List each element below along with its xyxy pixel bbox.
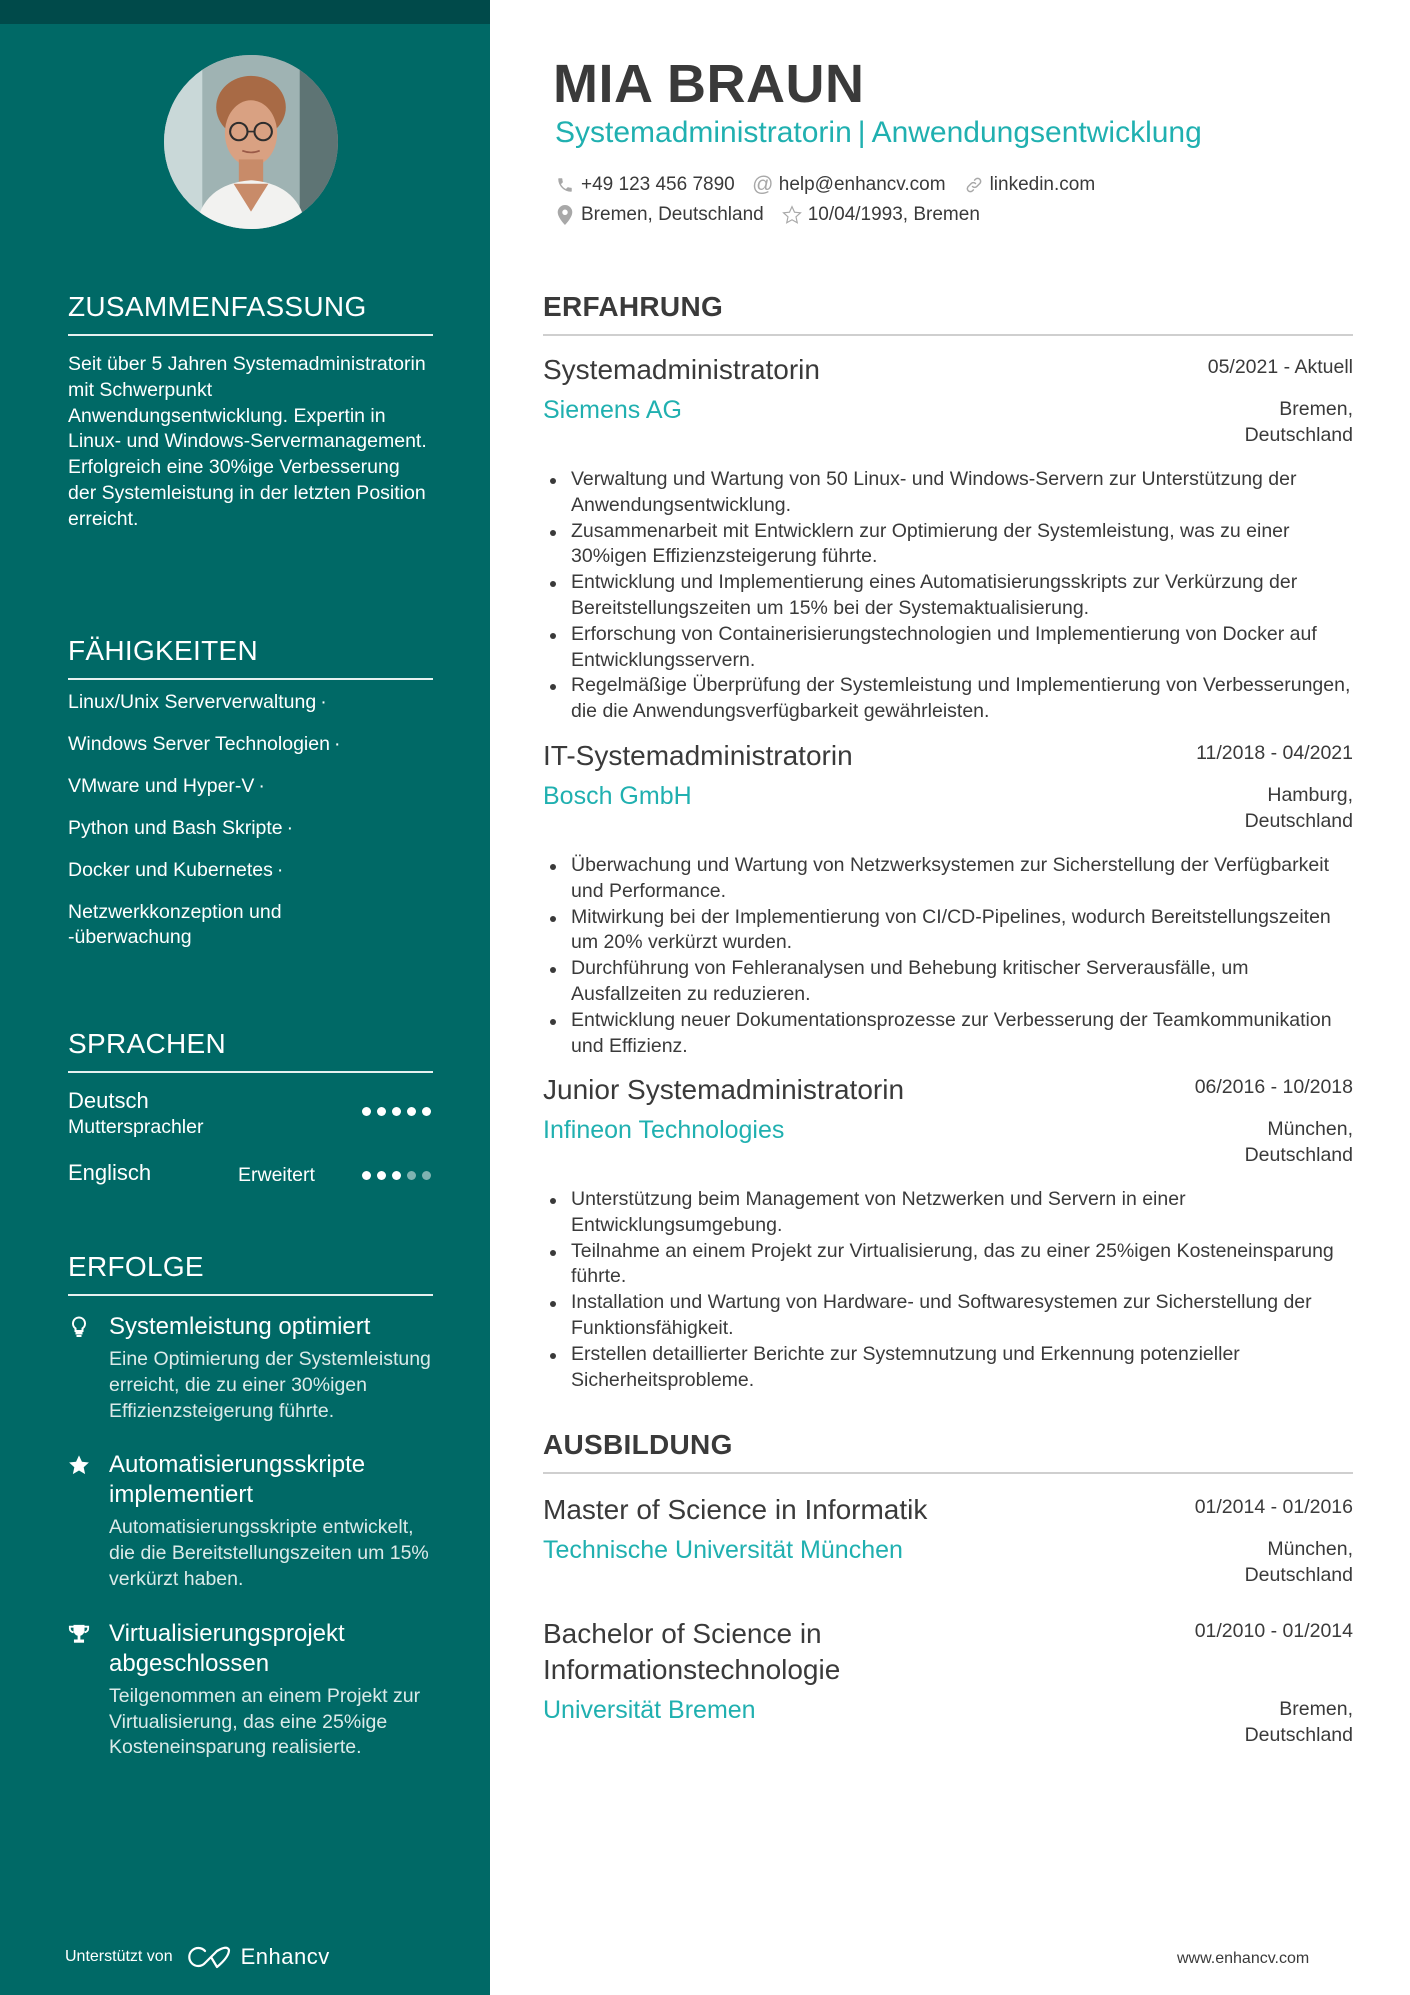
- degree-title: Master of Science in Informatik: [543, 1494, 928, 1525]
- job-bullet: Mitwirkung bei der Implementierung von CI/CD-Pipelines, wodurch Bereitstellungszeiten um 20% verkürzt wurden.: [543, 905, 1353, 957]
- contact-row: [555, 170, 1113, 200]
- language-name: Deutsch: [68, 1088, 149, 1113]
- skill-separator: ·: [258, 775, 265, 797]
- summary-heading: ZUSAMMENFASSUNG: [68, 290, 433, 336]
- job-location: München, Deutschland: [1244, 1118, 1353, 1166]
- skill-label: Netzwerkkonzeption und -überwachung: [68, 901, 282, 948]
- job-location: Bremen, Deutschland: [1244, 398, 1353, 446]
- achievement-title: Virtualisierungsprojekt abgeschlossen: [109, 1619, 345, 1677]
- map-pin-icon: [555, 205, 575, 225]
- job-bullet: Unterstützung beim Management von Netzwerken und Servern in einer Entwicklungsumgebung.: [543, 1187, 1353, 1239]
- email-text: help@enhancv.com: [778, 174, 946, 195]
- enhancv-brand: Enhancv: [240, 1944, 330, 1969]
- headline-focus: Anwendungsentwicklung: [871, 116, 1202, 149]
- job-date: 05/2021 - Aktuell: [1207, 356, 1353, 378]
- sidebar: [0, 0, 490, 1995]
- achievement-description: Teilgenommen an einem Projekt zur Virtualisierung, das eine 25%ige Kosteneinsparung realisierte.: [109, 1684, 421, 1759]
- job-bullet: Teilnahme an einem Projekt zur Virtualisierung, das zu einer 25%igen Kosteneinsparung führte.: [543, 1239, 1353, 1291]
- language-item: [68, 1087, 433, 1147]
- languages-section: [68, 1027, 433, 1219]
- lightbulb-icon: [68, 1316, 90, 1338]
- rating-dot-filled: [392, 1107, 401, 1116]
- experience-entry: [543, 738, 1353, 1059]
- skill-label: Python und Bash Skripte: [68, 817, 283, 839]
- achievements-list: [68, 1312, 433, 1761]
- language-item: [68, 1159, 433, 1219]
- enhancv-logo[interactable]: [185, 1944, 330, 1970]
- school-name: Technische Universität München: [543, 1536, 903, 1564]
- skill-item: [68, 816, 433, 841]
- achievement-item: [68, 1312, 433, 1424]
- skill-label: Linux/Unix Serververwaltung: [68, 691, 317, 713]
- job-date: 11/2018 - 04/2021: [1196, 742, 1353, 764]
- job-title: Junior Systemadministratorin: [543, 1074, 905, 1105]
- skills-section: [68, 634, 433, 967]
- experience-heading: ERFAHRUNG: [543, 290, 1353, 336]
- powered-by: [65, 1944, 330, 1970]
- education-entry: [543, 1492, 1353, 1586]
- contact-email[interactable]: [753, 174, 946, 196]
- job-bullet: Durchführung von Fehleranalysen und Behebung kritischer Serverausfälle, um Ausfallzeiten zu reduzieren.: [543, 956, 1353, 1008]
- job-bullet: Entwicklung neuer Dokumentationsprozesse zur Verbesserung der Teamkommunikation und Effizienz.: [543, 1008, 1353, 1060]
- achievement-description: Eine Optimierung der Systemleistung erreicht, die zu einer 30%igen Effizienzsteigerung führte.: [109, 1348, 431, 1422]
- rating-dot-filled: [392, 1171, 401, 1180]
- summary-text: Seit über 5 Jahren Systemadministratorin mit Schwerpunkt Anwendungsentwicklung. Expertin in Linux- und Windows-Servermanagement. Erfolgreich eine 30%ige Verbesserung der Systemleistung in der letzten Position erreicht.: [68, 353, 427, 530]
- education-date: 01/2014 - 01/2016: [1194, 1496, 1353, 1518]
- star-icon: [68, 1454, 90, 1476]
- experience-entry: [543, 352, 1353, 725]
- skill-item: [68, 774, 433, 799]
- job-bullets: [543, 1187, 1353, 1393]
- skill-label: Docker und Kubernetes: [68, 859, 273, 881]
- skill-separator: ·: [276, 859, 284, 881]
- headline-role: Systemadministratorin: [555, 116, 852, 149]
- job-company: Infineon Technologies: [543, 1116, 785, 1144]
- achievement-title: Systemleistung optimiert: [109, 1313, 371, 1340]
- skill-label: VMware und Hyper-V: [68, 775, 255, 797]
- contact-row: [555, 200, 1113, 230]
- education-entry: [543, 1616, 1353, 1746]
- job-bullet: Erforschung von Containerisierungstechnologien und Implementierung von Docker auf Entwicklungsservern.: [543, 622, 1353, 674]
- skill-item: [68, 732, 433, 757]
- contact-birth: [782, 204, 980, 226]
- contact-info: [555, 170, 1113, 230]
- achievements-heading: ERFOLGE: [68, 1250, 433, 1296]
- job-bullet: Überwachung und Wartung von Netzwerksystemen zur Sicherstellung der Verfügbarkeit und Performance.: [543, 853, 1353, 905]
- location-text: Bremen, Deutschland: [581, 204, 764, 225]
- job-title: Systemadministratorin: [543, 354, 820, 385]
- skill-item: [68, 690, 433, 715]
- rating-dot-empty: [422, 1171, 431, 1180]
- job-location: Hamburg, Deutschland: [1244, 784, 1353, 832]
- skill-item: [68, 858, 433, 883]
- job-date: 06/2016 - 10/2018: [1194, 1076, 1353, 1098]
- achievement-description: Automatisierungsskripte entwickelt, die die Bereitstellungszeiten um 15% verkürzt haben.: [109, 1516, 429, 1590]
- rating-dot-filled: [422, 1107, 431, 1116]
- achievement-item: [68, 1450, 433, 1592]
- education-date: 01/2010 - 01/2014: [1194, 1620, 1353, 1642]
- job-company: Siemens AG: [543, 396, 682, 424]
- experience-section: [543, 290, 1353, 336]
- powered-by-label: Unterstützt von: [65, 1948, 173, 1965]
- job-bullet: Zusammenarbeit mit Entwicklern zur Optimierung der Systemleistung, was zu einer 30%igen Effizienzsteigerung führte.: [543, 519, 1353, 571]
- experience-entry: [543, 1072, 1353, 1393]
- languages-heading: SPRACHEN: [68, 1027, 433, 1073]
- skill-item: [68, 900, 328, 950]
- profile-photo-illustration: [164, 55, 338, 229]
- headline: [555, 114, 1202, 152]
- rating-dot-filled: [362, 1171, 371, 1180]
- contact-location: [555, 204, 764, 226]
- sidebar-top-band: [0, 0, 490, 24]
- job-bullets: [543, 467, 1353, 725]
- enhancv-logo-icon: [185, 1945, 231, 1969]
- language-rating: [362, 1107, 431, 1116]
- language-name: Englisch: [68, 1160, 152, 1185]
- skills-list: [68, 690, 433, 950]
- star-outline-icon: [782, 205, 802, 225]
- achievements-section: [68, 1250, 433, 1787]
- website-text: linkedin.com: [989, 174, 1096, 195]
- achievement-title: Automatisierungsskripte implementiert: [109, 1451, 366, 1509]
- summary-section: [68, 290, 433, 533]
- rating-dot-filled: [362, 1107, 371, 1116]
- rating-dot-filled: [377, 1171, 386, 1180]
- job-bullet: Erstellen detaillierter Berichte zur Systemnutzung und Erkennung potenzieller Sicherheitsprobleme.: [543, 1342, 1353, 1394]
- language-rating: [362, 1171, 431, 1180]
- profile-photo: [164, 55, 338, 229]
- skill-separator: ·: [320, 691, 327, 713]
- phone-icon: [555, 175, 575, 195]
- skill-separator: ·: [333, 733, 341, 755]
- school-location: München, Deutschland: [1244, 1538, 1353, 1586]
- skill-label: Windows Server Technologien: [68, 733, 330, 755]
- education-heading: AUSBILDUNG: [543, 1428, 1353, 1474]
- job-title: IT-Systemadministratorin: [543, 740, 853, 771]
- job-company: Bosch GmbH: [543, 782, 692, 810]
- job-bullets: [543, 853, 1353, 1059]
- language-level: Muttersprachler: [68, 1116, 204, 1138]
- job-bullet: Entwicklung und Implementierung eines Automatisierungsskripts zur Verkürzung der Bereitstellungszeiten um 15% bei der Systemaktualisierung.: [543, 570, 1353, 622]
- skills-heading: FÄHIGKEITEN: [68, 634, 433, 680]
- language-level: Erweitert: [238, 1164, 315, 1186]
- at-icon: @: [752, 173, 774, 196]
- rating-dot-filled: [377, 1107, 386, 1116]
- education-section: [543, 1428, 1353, 1474]
- skill-separator: ·: [286, 817, 294, 839]
- link-icon: [964, 175, 984, 195]
- job-bullet: Verwaltung und Wartung von 50 Linux- und Windows-Servern zur Unterstützung der Anwendungsentwicklung.: [543, 467, 1353, 519]
- phone-text: +49 123 456 7890: [581, 174, 735, 195]
- birth-text: 10/04/1993, Bremen: [807, 204, 980, 225]
- candidate-name: MIA BRAUN: [553, 54, 865, 114]
- contact-phone[interactable]: [555, 174, 735, 196]
- contact-website[interactable]: [964, 174, 1096, 196]
- footer-url[interactable]: www.enhancv.com: [1177, 1950, 1310, 1967]
- school-location: Bremen, Deutschland: [1244, 1698, 1353, 1746]
- headline-separator: |: [857, 116, 866, 149]
- rating-dot-empty: [407, 1171, 416, 1180]
- school-name: Universität Bremen: [543, 1696, 756, 1724]
- trophy-icon: [68, 1623, 90, 1645]
- job-bullet: Installation und Wartung von Hardware- und Softwaresystemen zur Sicherstellung der Funktionsfähigkeit.: [543, 1290, 1353, 1342]
- achievement-item: [68, 1619, 433, 1761]
- job-bullet: Regelmäßige Überprüfung der Systemleistung und Implementierung von Verbesserungen, die die Anwendungsverfügbarkeit gewährleisten.: [543, 673, 1353, 725]
- rating-dot-filled: [407, 1107, 416, 1116]
- degree-title: Bachelor of Science in Informationstechnologie: [543, 1618, 841, 1685]
